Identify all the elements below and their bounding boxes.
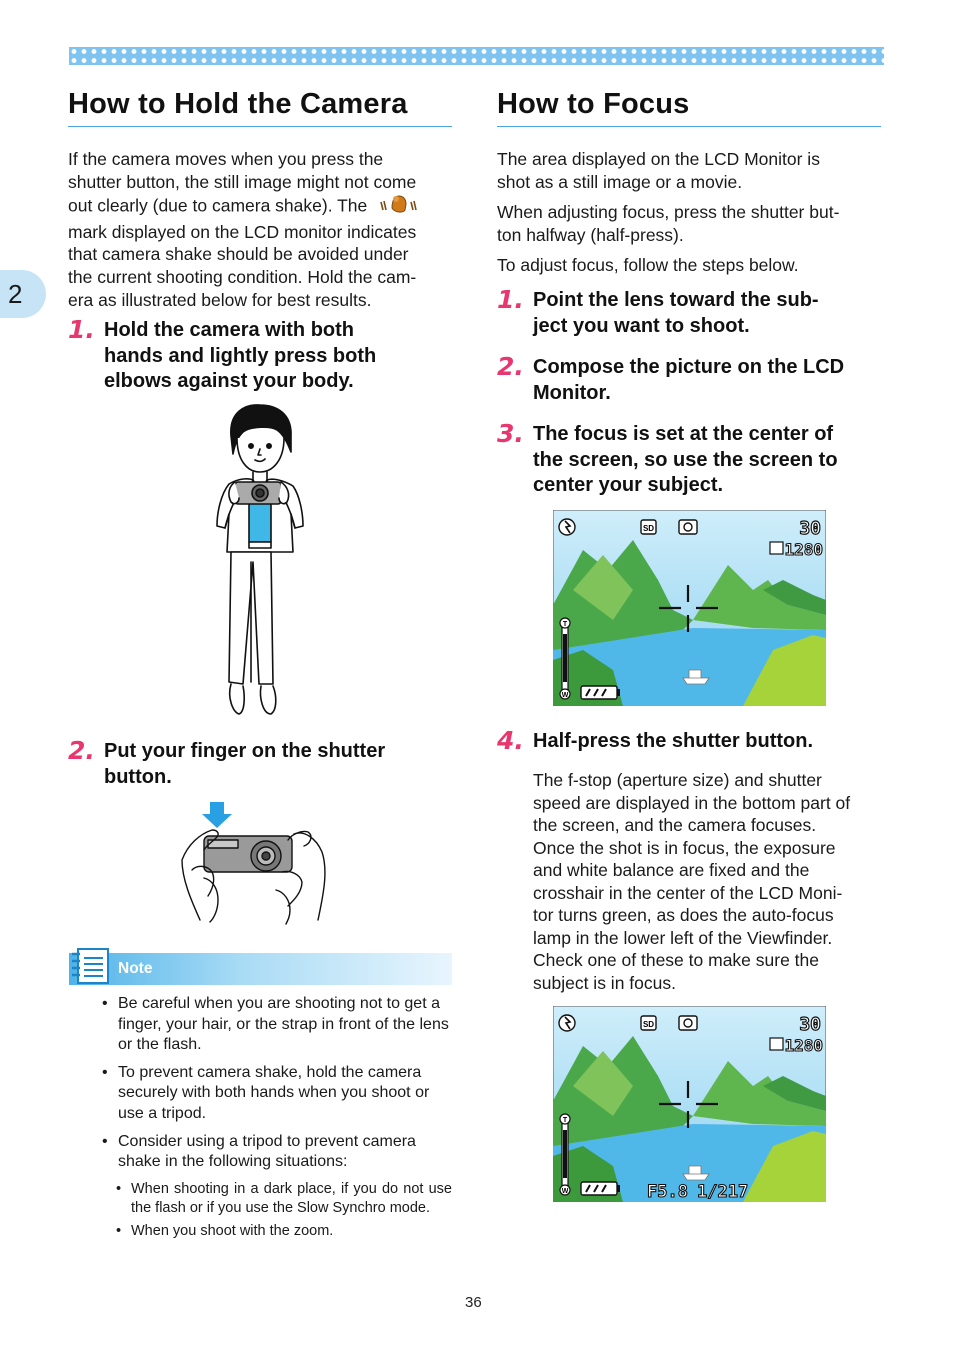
chapter-tab: 2 <box>0 270 46 318</box>
lcd-screen-focused <box>553 1006 826 1202</box>
svg-text:T: T <box>562 1117 568 1124</box>
hands-pressing-shutter-illustration <box>178 800 328 926</box>
battery-icon <box>581 1182 620 1195</box>
note-icon <box>70 946 112 986</box>
step-3-right-text: The focus is set at the center of the screen, so use the screen to center your subject. <box>533 423 838 496</box>
focus-paragraph-1: The area displayed on the LCD Monitor is shot as a still image or a movie. <box>497 149 820 192</box>
header-dotted-band <box>69 47 884 65</box>
shots-remaining: 30 <box>799 1014 821 1035</box>
step-number-4-right: 4. <box>497 726 524 755</box>
quality-icon <box>770 542 783 554</box>
note-item: • To prevent camera shake, hold the camera securely with both hands when you shoot or use a tripod. <box>100 1063 452 1125</box>
camera-shake-icon <box>378 193 418 221</box>
step-number-2-left: 2. <box>68 736 95 765</box>
step-2-right-text: Compose the picture on the LCD Monitor. <box>533 356 845 404</box>
note-list <box>100 994 452 1180</box>
camera-mode-icon <box>679 1016 697 1030</box>
svg-text:W: W <box>561 692 569 699</box>
section-title-hold-camera: How to Hold the Camera <box>68 88 408 120</box>
note-item: • Be careful when you are shooting not to get a finger, your hair, or the strap in front of the lens or the flash. <box>100 994 452 1056</box>
note-item: • Consider using a tripod to prevent camera shake in the following situations: <box>100 1132 452 1173</box>
step-1-left-text: Hold the camera with both hands and lightly press both elbows against your body. <box>104 319 377 392</box>
step-number-3-right: 3. <box>497 419 524 448</box>
shots-remaining: 30 <box>799 518 821 539</box>
note-subitem: • When shooting in a dark place, if you do not use the flash or if you use the Slow Synchro mode. <box>114 1180 452 1217</box>
aperture-value: F5.8 <box>647 1182 688 1202</box>
step-number-2-right: 2. <box>497 352 524 381</box>
step-number-1-left: 1. <box>68 315 95 344</box>
svg-text:SD: SD <box>642 524 655 533</box>
note-label: Note <box>118 960 153 977</box>
step-2-left-text: Put your finger on the shutter button. <box>104 740 386 788</box>
step-4-right-text: Half-press the shutter button. <box>533 730 814 752</box>
svg-text:T: T <box>562 621 568 628</box>
step-4-description: The f-stop (aperture size) and shutter speed are displayed in the bottom part of the screen, and the camera focuses. Once the shot is in focus, the exposure and white balance are fixed and the crosshair in the center of the LCD Moni- tor turns green, as does the auto-focus lamp in the lower left of the Viewfinder. Check one of these to make sure the subject is in focus. <box>533 770 851 993</box>
note-sublist <box>114 1180 452 1246</box>
lcd-screen-before-focus <box>553 510 826 706</box>
person-holding-camera-illustration <box>205 402 315 718</box>
svg-text:W: W <box>561 1188 569 1195</box>
image-size: 1280 <box>784 1036 823 1055</box>
zoom-bar <box>560 1114 570 1195</box>
battery-icon <box>581 686 620 699</box>
zoom-bar <box>560 618 570 699</box>
svg-text:SD: SD <box>642 1020 655 1029</box>
image-size: 1280 <box>784 540 823 559</box>
page-number: 36 <box>465 1294 482 1311</box>
quality-icon <box>770 1038 783 1050</box>
focus-paragraph-3: To adjust focus, follow the steps below. <box>497 255 799 275</box>
camera-mode-icon <box>679 520 697 534</box>
title-underline-right <box>497 126 881 127</box>
section-title-focus: How to Focus <box>497 88 690 120</box>
flash-icon <box>559 519 575 535</box>
intro-paragraph: If the camera moves when you press the shutter button, the still image might not come out clearly (due to camera shake). The mark displayed on the LCD monitor indicates that camera shake should be avoided under the current shooting condition. Hold the cam- era as illustrated below for best results. <box>68 149 417 310</box>
step-number-1-right: 1. <box>497 285 524 314</box>
note-subitem: • When you shoot with the zoom. <box>114 1222 452 1241</box>
title-underline-left <box>68 126 452 127</box>
flash-icon <box>559 1015 575 1031</box>
focus-paragraph-2: When adjusting focus, press the shutter but- ton halfway (half-press). <box>497 202 840 245</box>
step-1-right-text: Point the lens toward the sub- ject you want to shoot. <box>533 289 819 337</box>
shutter-speed: 1/217 <box>697 1182 749 1202</box>
